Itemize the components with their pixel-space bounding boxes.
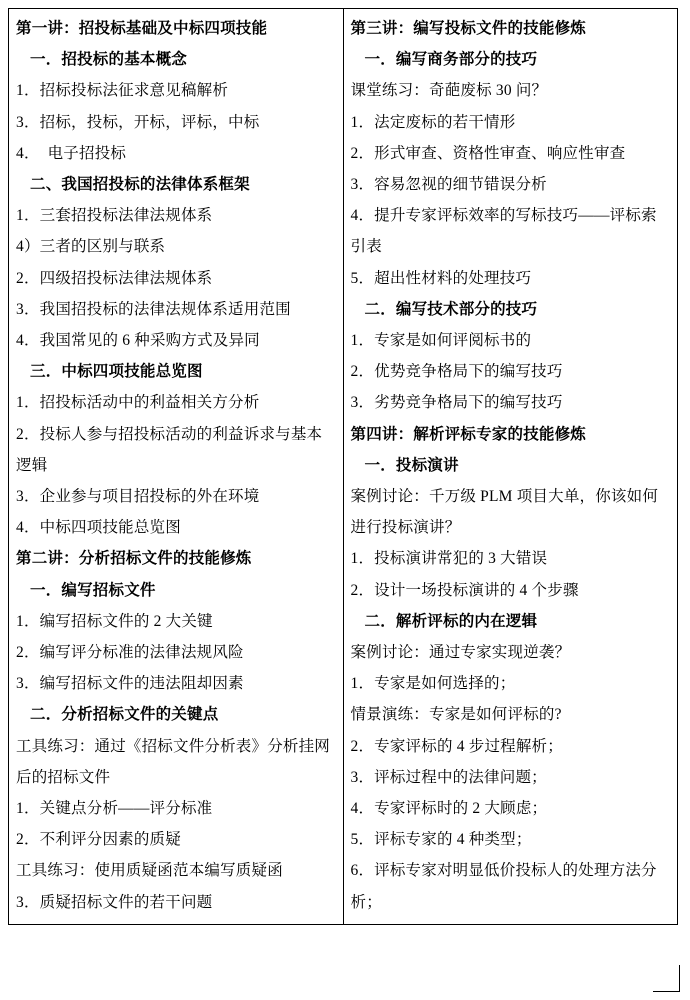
outline-item: 3．招标，投标，开标，评标，中标 xyxy=(16,113,260,131)
outline-item: 3．企业参与项目招投标的外在环境 xyxy=(16,488,260,506)
outline-item: 1．法定废标的若干情形 xyxy=(350,113,516,131)
outline-item: 案例讨论：通过专家实现逆袭？ xyxy=(350,644,571,662)
outline-item: 1．关键点分析——评分标准 xyxy=(16,800,213,818)
outline-item: 案例讨论：千万级 PLM 项目大单，你该如何进行投标演讲？ xyxy=(350,488,659,537)
outline-item: 工具练习：通过《招标文件分析表》分析挂网后的招标文件 xyxy=(16,737,331,786)
outline-heading: 二．分析招标文件的关键点 xyxy=(30,706,219,724)
outline-item: 2．四级招投标法律法规体系 xyxy=(16,269,213,287)
outline-heading: 一．编写招标文件 xyxy=(30,581,156,599)
course-outline-table xyxy=(8,8,678,925)
outline-heading: 一．编写商务部分的技巧 xyxy=(364,51,538,69)
outline-item: 2．不利评分因素的质疑 xyxy=(16,831,181,849)
outline-item: 1．招标投标法征求意见稿解析 xyxy=(16,82,229,100)
outline-item: 工具练习：使用质疑函范本编写质疑函 xyxy=(16,862,283,880)
outline-item: 2．投标人参与招投标活动的利益诉求与基本逻辑 xyxy=(16,425,323,474)
outline-item: 2．形式审查、资格性审查、响应性审查 xyxy=(350,144,626,162)
outline-item: 1．专家是如何选择的； xyxy=(350,675,516,693)
outline-item: 课堂练习：奇葩废标 30 问？ xyxy=(350,82,548,100)
left-column-cell xyxy=(9,9,344,925)
outline-heading: 三．中标四项技能总览图 xyxy=(30,363,203,381)
outline-item: 3．编写招标文件的违法阻却因素 xyxy=(16,675,244,693)
outline-item: 4）三者的区别与联系 xyxy=(16,238,166,256)
outline-item: 5．评标专家的 4 种类型； xyxy=(350,831,532,849)
outline-item: 1．招投标活动中的利益相关方分析 xyxy=(16,394,260,412)
outline-heading: 一．投标演讲 xyxy=(364,456,459,474)
table-row xyxy=(9,9,678,925)
outline-item: 1．专家是如何评阅标书的 xyxy=(350,332,532,350)
outline-item: 1．投标演讲常犯的 3 大错误 xyxy=(350,550,548,568)
outline-item: 1．三套招投标法律法规体系 xyxy=(16,207,213,225)
outline-item: 3．我国招投标的法律法规体系适用范围 xyxy=(16,300,291,318)
outline-item: 5．超出性材料的处理技巧 xyxy=(350,269,532,287)
outline-item: 3．质疑招标文件的若干问题 xyxy=(16,893,213,911)
outline-item: 2．优势竞争格局下的编写技巧 xyxy=(350,363,563,381)
outline-heading: 二、我国招投标的法律体系框架 xyxy=(30,176,250,194)
outline-item: 4．中标四项技能总览图 xyxy=(16,519,181,537)
outline-heading: 第二讲：分析招标文件的技能修炼 xyxy=(16,550,252,568)
outline-heading: 一．招投标的基本概念 xyxy=(30,51,188,69)
right-column-cell xyxy=(343,9,678,925)
outline-item: 1．编写招标文件的 2 大关键 xyxy=(16,612,213,630)
outline-item: 4． 电子招投标 xyxy=(16,144,127,162)
page-corner-mark xyxy=(653,965,680,992)
outline-item: 2．专家评标的 4 步过程解析； xyxy=(350,737,563,755)
outline-item: 2．设计一场投标演讲的 4 个步骤 xyxy=(350,581,579,599)
left-column-content xyxy=(9,9,343,924)
outline-heading: 第三讲：编写投标文件的技能修炼 xyxy=(350,20,587,37)
right-column-content xyxy=(344,9,678,924)
outline-heading: 第四讲：解析评标专家的技能修炼 xyxy=(350,425,587,443)
outline-item: 4．我国常见的 6 种采购方式及异同 xyxy=(16,332,260,350)
outline-item: 3．劣势竞争格局下的编写技巧 xyxy=(350,394,563,412)
outline-item: 3．评标过程中的法律问题； xyxy=(350,768,547,786)
outline-item: 2．编写评分标准的法律法规风险 xyxy=(16,644,244,662)
outline-heading: 第一讲：招投标基础及中标四项技能 xyxy=(16,20,268,37)
outline-heading: 二．编写技术部分的技巧 xyxy=(364,300,538,318)
outline-item: 6．评标专家对明显低价投标人的处理方法分析； xyxy=(350,862,657,911)
outline-heading: 二．解析评标的内在逻辑 xyxy=(364,612,538,630)
outline-item: 4．专家评标时的 2 大顾虑； xyxy=(350,800,548,818)
outline-item: 情景演练：专家是如何评标的? xyxy=(350,706,562,724)
outline-item: 4．提升专家评标效率的写标技巧——评标索引表 xyxy=(350,207,657,256)
outline-item: 3．容易忽视的细节错误分析 xyxy=(350,176,547,194)
